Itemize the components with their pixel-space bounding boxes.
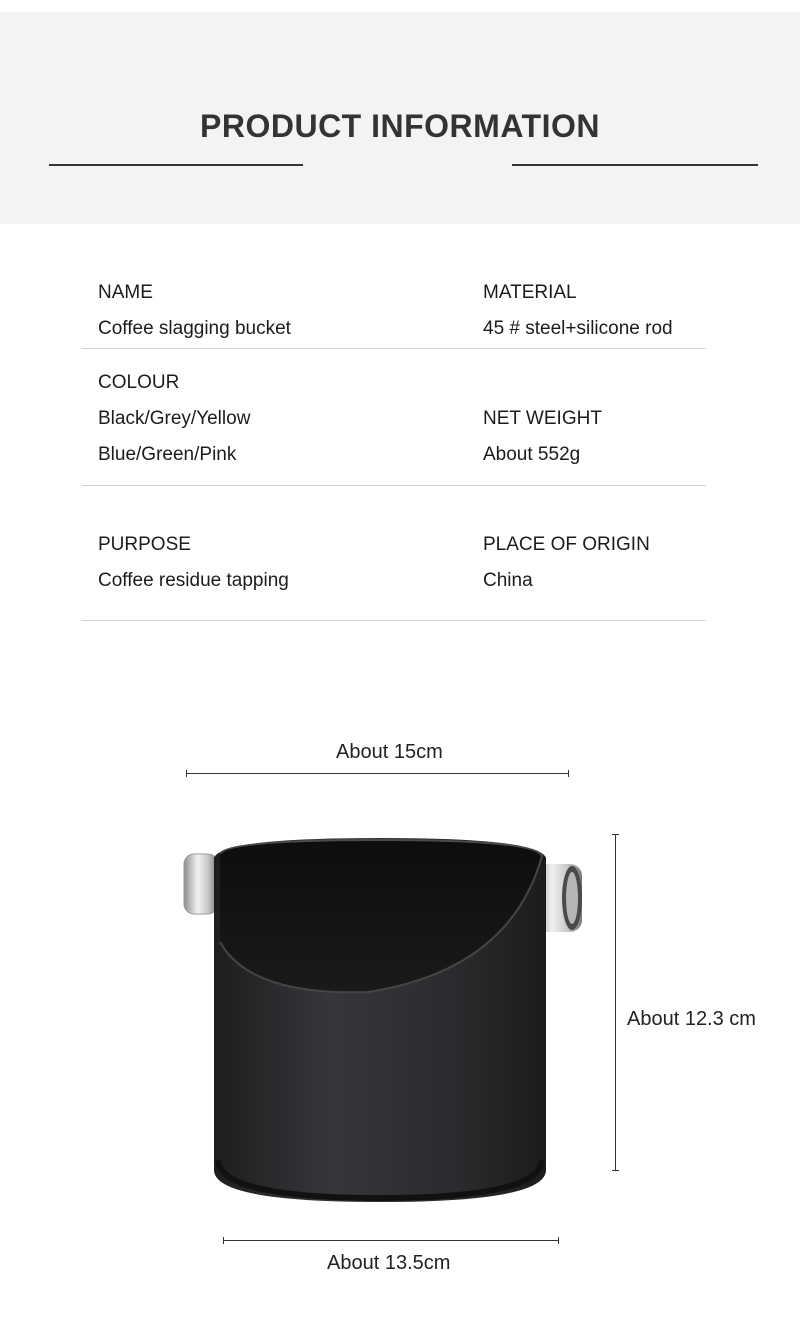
left-knob-icon xyxy=(184,854,218,914)
colour-value-2: Blue/Green/Pink xyxy=(98,444,237,465)
name-value: Coffee slagging bucket xyxy=(98,318,291,339)
row-divider xyxy=(82,485,706,486)
colour-value-1: Black/Grey/Yellow xyxy=(98,408,251,429)
page-title: PRODUCT INFORMATION xyxy=(200,108,600,144)
height-label: About 12.3 cm xyxy=(627,1008,756,1030)
net-weight-label: NET WEIGHT xyxy=(483,408,602,429)
purpose-value: Coffee residue tapping xyxy=(98,570,289,591)
material-value: 45 # steel+silicone rod xyxy=(483,318,673,339)
net-weight-value: About 552g xyxy=(483,444,581,465)
origin-label: PLACE OF ORIGIN xyxy=(483,534,650,555)
bottom-width-line xyxy=(223,1240,559,1241)
bottom-width-label: About 13.5cm xyxy=(327,1252,451,1274)
colour-label: COLOUR xyxy=(98,372,180,393)
material-label: MATERIAL xyxy=(483,282,577,303)
row-divider xyxy=(82,620,706,621)
top-width-label: About 15cm xyxy=(336,741,443,763)
top-width-line xyxy=(186,773,569,774)
row-divider xyxy=(82,348,706,349)
knock-box-image xyxy=(180,830,590,1210)
origin-value: China xyxy=(483,570,533,591)
height-line xyxy=(615,834,616,1171)
purpose-label: PURPOSE xyxy=(98,534,191,555)
name-label: NAME xyxy=(98,282,153,303)
